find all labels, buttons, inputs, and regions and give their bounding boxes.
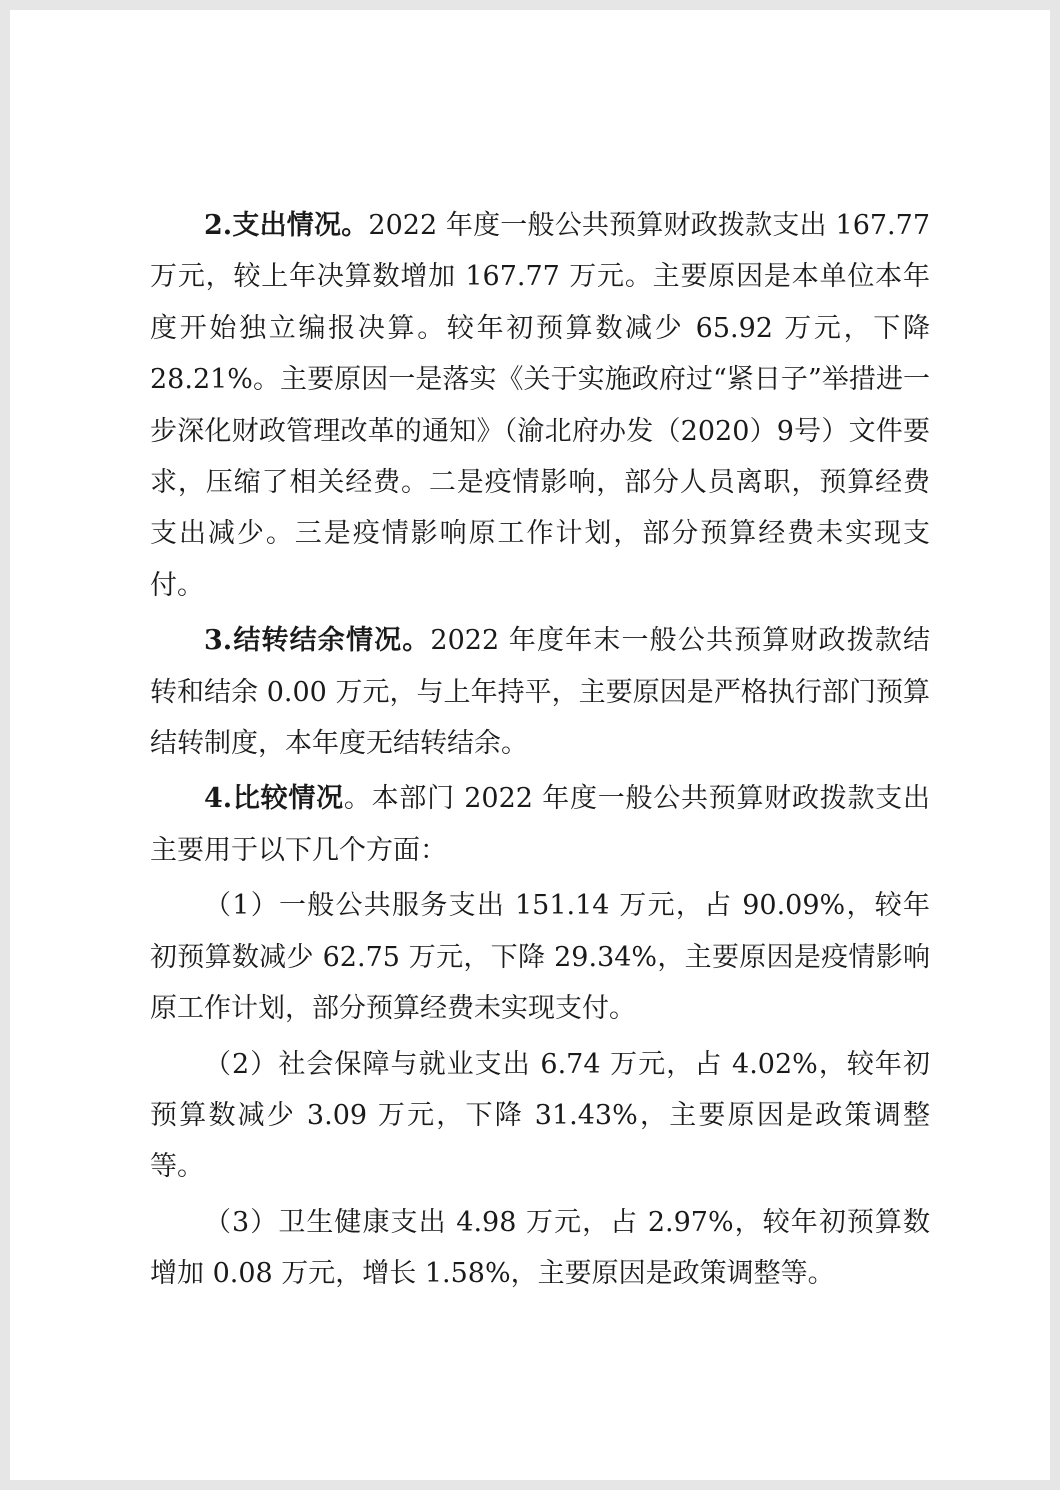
section-heading-expenditure: 2.支出情况。 [204, 210, 369, 241]
paragraph-item-3 [150, 1197, 930, 1300]
paragraph-text: （2）社会保障与就业支出 6.74 万元，占 4.02%，较年初预算数减少 3.09 万元，下降 31.43%，主要原因是政策调整等。 [150, 1048, 930, 1183]
paragraph-expenditure [150, 200, 930, 611]
paragraph-text: （3）卫生健康支出 4.98 万元，占 2.97%，较年初预算数增加 0.08 万元，增长 1.58%，主要原因是政策调整等。 [150, 1206, 930, 1290]
paragraph-carryover [150, 615, 930, 769]
paragraph-text: （1）一般公共服务支出 151.14 万元，占 90.09%，较年初预算数减少 62.75 万元，下降 29.34%，主要原因是疫情影响原工作计划，部分预算经费未实现支付。 [150, 890, 930, 1025]
document-page [10, 10, 1050, 1480]
paragraph-text: 。本部门 2022 年度一般公共预算财政拨款支出主要用于以下几个方面： [150, 783, 930, 866]
paragraph-comparison [150, 773, 930, 876]
document-body [150, 200, 930, 1300]
paragraph-item-1 [150, 880, 930, 1034]
paragraph-item-2 [150, 1039, 930, 1193]
section-heading-carryover: 3.结转结余情况。 [204, 625, 431, 657]
section-heading-comparison: 4.比较情况 [204, 783, 344, 815]
paragraph-text: 2022 年度一般公共预算财政拨款支出 167.77 万元，较上年决算数增加 167.77 万元。主要原因是本单位本年度开始独立编报决算。较年初预算数减少 65.92 万元，下降 28.21%。主要原因一是落实《关于实施政府过“紧日子”举措进一步深化财政管理改革的通知》（渝北府办发（2020）9号）文件要求，压缩了相关经费。二是疫情影响，部分人员离职，预算经费支出减少。三是疫情影响原工作计划，部分预算经费未实现支付。 [150, 210, 930, 601]
paragraph-text: 2022 年度年末一般公共预算财政拨款结转和结余 0.00 万元，与上年持平，主要原因是严格执行部门预算结转制度，本年度无结转结余。 [150, 625, 931, 760]
